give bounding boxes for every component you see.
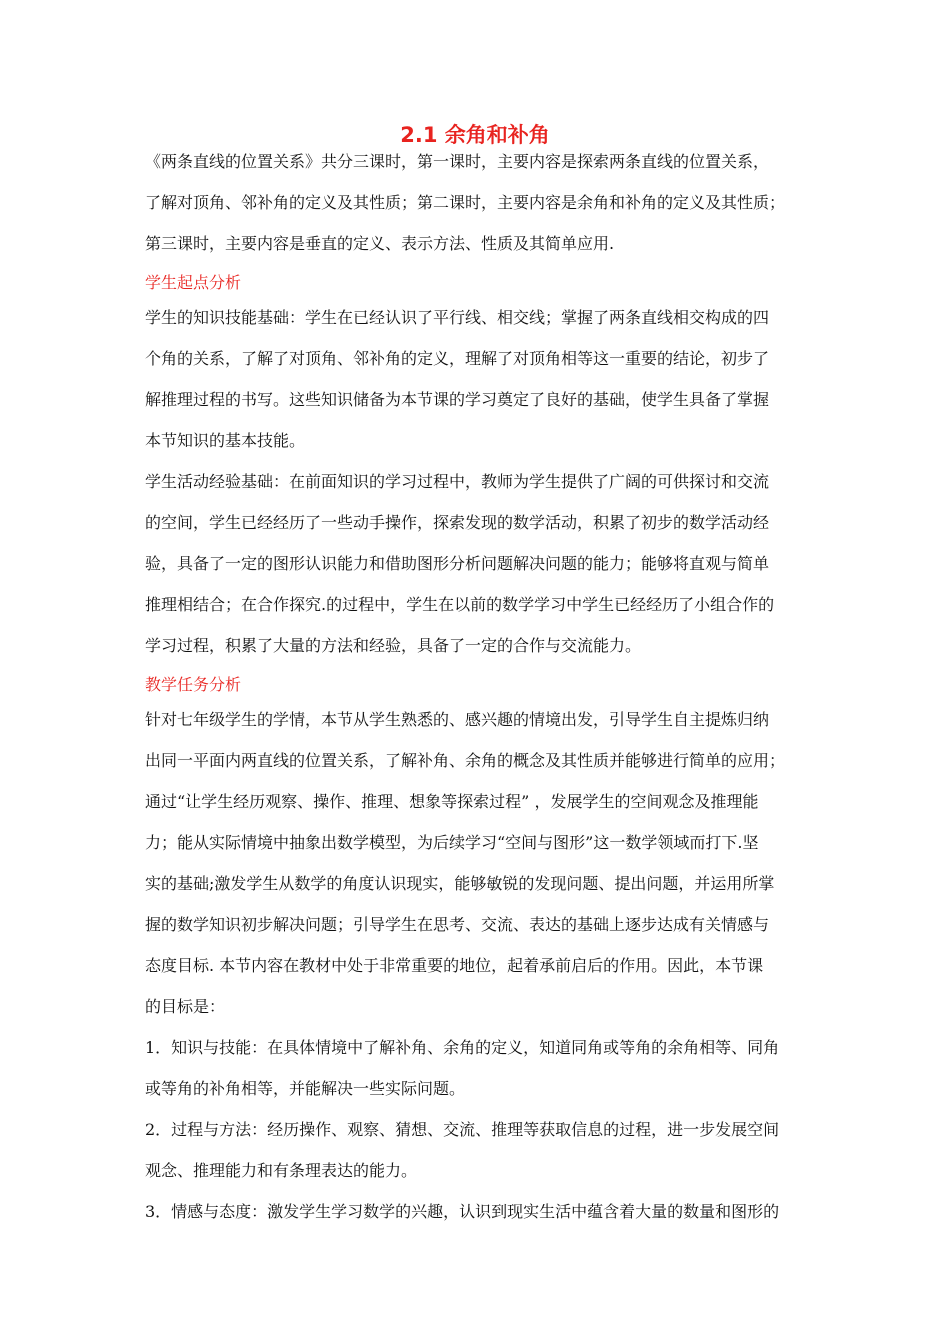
- text-line: 针对七年级学生的学情，本节从学生熟悉的、感兴趣的情境出发，引导学生自主提炼归纳: [145, 710, 770, 729]
- text-line: 态度目标. 本节内容在教材中处于非常重要的地位，起着承前启后的作用。因此，本节课: [145, 956, 764, 975]
- text-line: 了解对顶角、邻补角的定义及其性质；第二课时，主要内容是余角和补角的定义及其性质；: [145, 193, 786, 212]
- text-line: 解推理过程的书写。这些知识储备为本节课的学习奠定了良好的基础，使学生具备了掌握: [145, 390, 770, 409]
- document-title: 2.1 余角和补角: [400, 123, 550, 147]
- knowledge-skills-paragraph: [145, 303, 821, 467]
- intro-paragraph: [145, 147, 821, 269]
- section-heading-student-analysis: 学生起点分析: [145, 273, 242, 292]
- goal-item-knowledge-cont: 或等角的补角相等，并能解决一些实际问题。: [145, 1079, 466, 1098]
- goals-list: [145, 1033, 821, 1238]
- text-line: 个角的关系，了解了对顶角、邻补角的定义，理解了对顶角相等这一重要的结论，初步了: [145, 349, 770, 368]
- text-line: 第三课时，主要内容是垂直的定义、表示方法、性质及其简单应用.: [145, 234, 615, 253]
- text-line: 出同一平面内两直线的位置关系，了解补角、余角的概念及其性质并能够进行简单的应用；: [145, 751, 786, 770]
- goal-item-process-cont: 观念、推理能力和有条理表达的能力。: [145, 1161, 418, 1180]
- text-line: 实的基础;激发学生从数学的角度认识现实，能够敏锐的发现问题、提出问题，并运用所掌: [145, 874, 775, 893]
- text-line: 的空间，学生已经经历了一些动手操作，探索发现的数学活动，积累了初步的数学活动经: [145, 513, 770, 532]
- goal-item-emotion: 3．情感与态度：激发学生学习数学的兴趣，认识到现实生活中蕴含着大量的数量和图形的: [145, 1202, 780, 1221]
- activity-experience-paragraph: [145, 467, 821, 671]
- text-line: 通过“让学生经历观察、操作、推理、想象等探索过程” ，发展学生的空间观念及推理能: [145, 792, 759, 811]
- task-analysis-paragraph: [145, 705, 821, 1033]
- text-line: 本节知识的基本技能。: [145, 431, 306, 450]
- document-body: [145, 147, 821, 1238]
- text-line: 《两条直线的位置关系》共分三课时，第一课时，主要内容是探索两条直线的位置关系，: [145, 152, 770, 171]
- text-line: 验，具备了一定的图形认识能力和借助图形分析问题解决问题的能力；能够将直观与简单: [145, 554, 770, 573]
- text-line: 学生的知识技能基础：学生在已经认识了平行线、相交线；掌握了两条直线相交构成的四: [145, 308, 770, 327]
- text-line: 学生活动经验基础：在前面知识的学习过程中，教师为学生提供了广阔的可供探讨和交流: [145, 472, 770, 491]
- text-line: 推理相结合；在合作探究.的过程中，学生在以前的数学学习中学生已经经历了小组合作的: [145, 595, 775, 614]
- section-heading-task-analysis: 教学任务分析: [145, 675, 242, 694]
- text-line: 握的数学知识初步解决问题；引导学生在思考、交流、表达的基础上逐步达成有关情感与: [145, 915, 770, 934]
- text-line: 的目标是：: [145, 997, 226, 1016]
- text-line: 学习过程，积累了大量的方法和经验，具备了一定的合作与交流能力。: [145, 636, 642, 655]
- goal-item-knowledge: 1．知识与技能：在具体情境中了解补角、余角的定义，知道同角或等角的余角相等、同角: [145, 1038, 780, 1057]
- text-line: 力；能从实际情境中抽象出数学模型，为后续学习“空间与图形”这一数学领域而打下.坚: [145, 833, 759, 852]
- goal-item-process: 2．过程与方法：经历操作、观察、猜想、交流、推理等获取信息的过程，进一步发展空间: [145, 1120, 780, 1139]
